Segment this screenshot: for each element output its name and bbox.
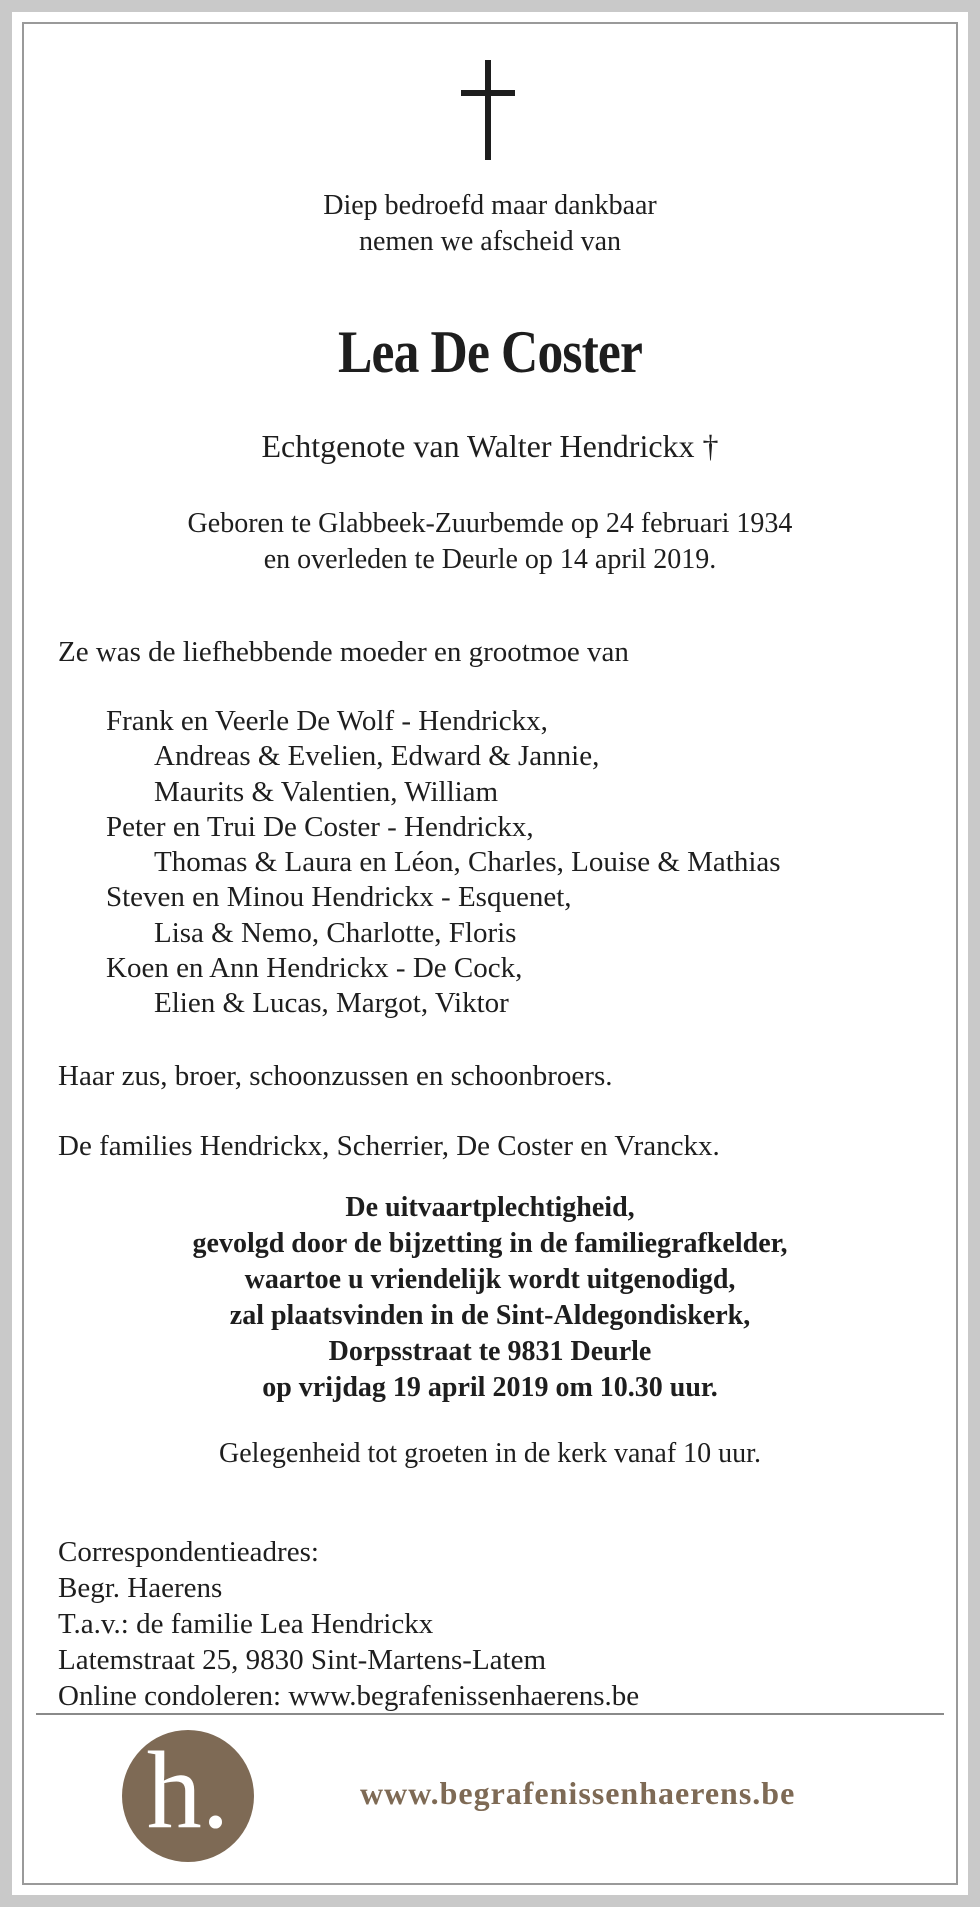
- ceremony-line: Dorpsstraat te 9831 Deurle: [328, 1336, 652, 1367]
- family-line: Peter en Trui De Coster - Hendrickx,: [106, 810, 534, 843]
- address-block: [58, 1534, 639, 1714]
- condolence-link[interactable]: Online condoleren: www.begrafenissenhaerens.be: [58, 1680, 640, 1712]
- ceremony-line: gevolgd door de bijzetting in de familiegrafkelder,: [192, 1228, 788, 1259]
- address-line: T.a.v.: de familie Lea Hendrickx: [58, 1608, 434, 1640]
- cross-icon: [461, 60, 515, 160]
- family-line: Steven en Minou Hendrickx - Esquenet,: [106, 881, 572, 914]
- address-line: Latemstraat 25, 9830 Sint-Martens-Latem: [58, 1644, 547, 1676]
- address-line: Correspondentieadres:: [58, 1536, 319, 1568]
- family-line: Lisa & Nemo, Charlotte, Floris: [154, 916, 517, 949]
- intro-line-1: Diep bedroefd maar dankbaar: [323, 190, 657, 221]
- family-line: Thomas & Laura en Léon, Charles, Louise & Mathias: [154, 846, 781, 879]
- website-link[interactable]: www.begrafenissenhaerens.be: [360, 1775, 796, 1811]
- family-line: Maurits & Valentien, William: [154, 775, 499, 808]
- siblings-line: Haar zus, broer, schoonzussen en schoonbroers.: [58, 1060, 613, 1092]
- ceremony-line: waartoe u vriendelijk wordt uitgenodigd,: [244, 1264, 736, 1295]
- deceased-name: Lea De Coster: [337, 319, 643, 385]
- funeral-home-logo: h.: [122, 1730, 254, 1862]
- divider: [36, 1713, 944, 1715]
- birth-line-2: en overleden te Deurle op 14 april 2019.: [263, 544, 717, 575]
- birth-line-1: Geboren te Glabbeek-Zuurbemde op 24 februari 1934: [187, 508, 793, 539]
- spouse-line: Echtgenote van Walter Hendrickx †: [261, 428, 719, 464]
- ceremony-line: De uitvaartplechtigheid,: [345, 1192, 635, 1223]
- family-line: Andreas & Evelien, Edward & Jannie,: [154, 740, 600, 773]
- greeting-line: Gelegenheid tot groeten in de kerk vanaf 10 uur.: [219, 1438, 761, 1469]
- address-line: Begr. Haerens: [58, 1572, 223, 1604]
- family-list: [106, 704, 781, 1022]
- family-intro: Ze was de liefhebbende moeder en grootmoe van: [58, 636, 629, 668]
- family-line: Koen en Ann Hendrickx - De Cock,: [106, 952, 523, 985]
- ceremony-line: op vrijdag 19 april 2019 om 10.30 uur.: [262, 1372, 718, 1403]
- ceremony-line: zal plaatsvinden in de Sint-Aldegondiskerk,: [229, 1300, 751, 1331]
- family-line: Frank en Veerle De Wolf - Hendrickx,: [106, 705, 548, 737]
- family-line: Elien & Lucas, Margot, Viktor: [154, 987, 509, 1020]
- families-line: De families Hendrickx, Scherrier, De Coster en Vranckx.: [58, 1130, 720, 1162]
- intro-line-2: nemen we afscheid van: [359, 226, 621, 257]
